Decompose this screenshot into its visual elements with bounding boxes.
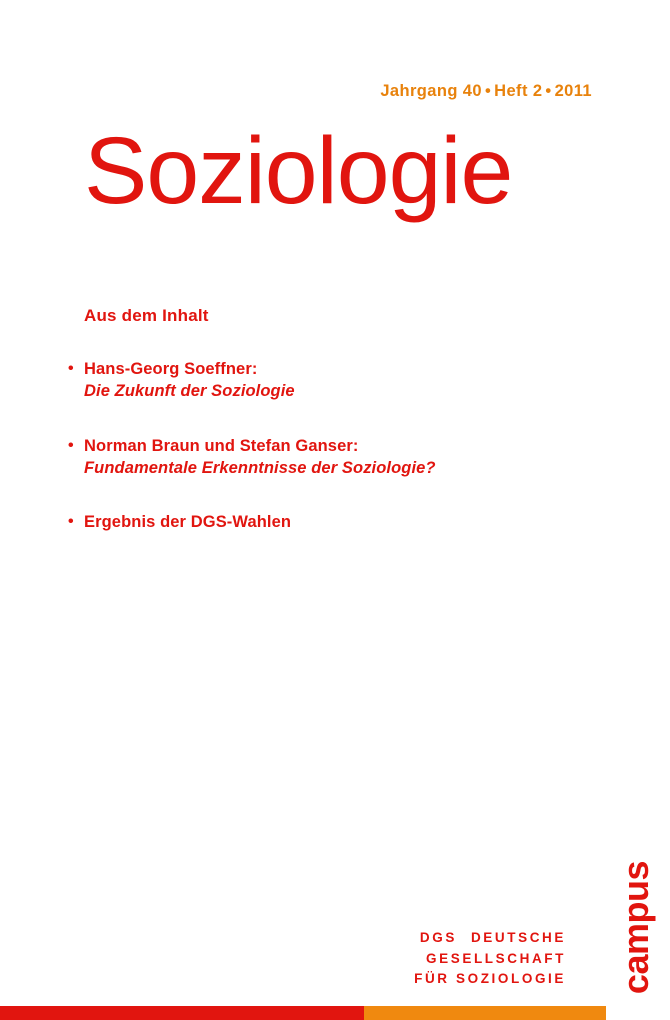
page-title: Soziologie	[84, 118, 513, 224]
contents-heading: Aus dem Inhalt	[84, 306, 209, 325]
issue-year: 2011	[554, 82, 592, 100]
issue-separator-2: •	[545, 82, 552, 100]
bullet-icon: •	[68, 360, 74, 377]
organization-line-3: FÜR SOZIOLOGIE	[414, 971, 566, 987]
list-item	[68, 511, 588, 533]
bullet-icon: •	[68, 436, 74, 454]
contents-item-title: Die Zukunft der Soziologie	[84, 382, 295, 401]
organization-word-1: DEUTSCHE	[470, 930, 566, 946]
contents-list	[68, 358, 588, 565]
list-item	[68, 435, 588, 480]
organization-line-2: GESELLSCHAFT	[426, 950, 566, 966]
contents-item-author: Ergebnis der DGS-Wahlen	[84, 513, 292, 532]
footer-bar-red	[0, 1006, 364, 1020]
contents-item-author: Hans-Georg Soeffner:	[84, 360, 258, 378]
list-item	[68, 358, 588, 403]
organization-abbr: DGS	[419, 930, 457, 946]
bullet-icon: •	[68, 513, 74, 531]
publisher-logo: campus	[615, 860, 656, 994]
footer-bar-white	[606, 1006, 670, 1020]
contents-item-author: Norman Braun und Stefan Ganser:	[84, 436, 359, 455]
footer-bar-orange	[364, 1006, 606, 1020]
volume-label: Jahrgang 40	[380, 82, 482, 100]
organization-block	[414, 928, 566, 990]
issue-separator-1: •	[484, 82, 492, 100]
organization-line-1	[414, 928, 566, 949]
issue-label: Heft 2	[494, 82, 543, 100]
issue-info-line	[380, 82, 592, 101]
contents-item-title: Fundamentale Erkenntnisse der Soziologie?	[84, 458, 436, 477]
